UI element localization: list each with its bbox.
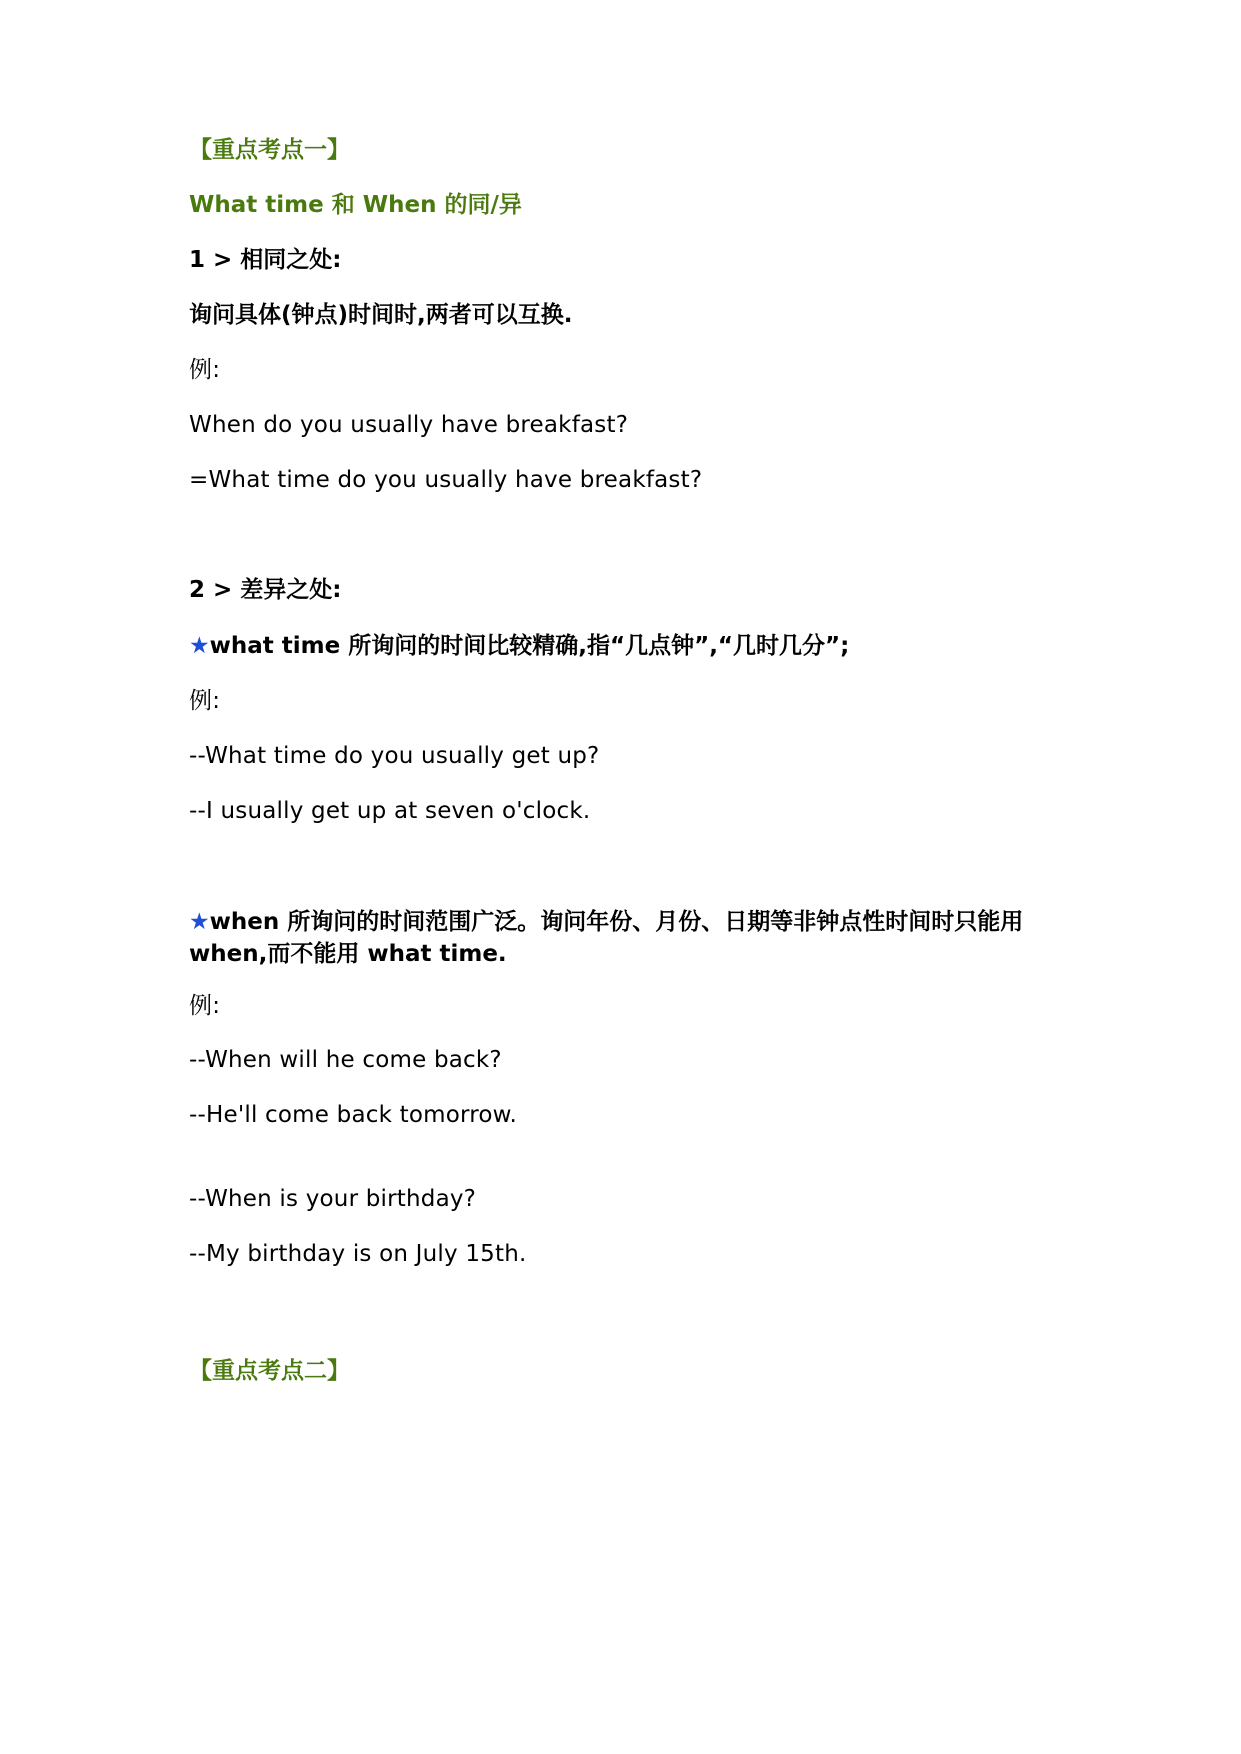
difference-point-2: [189, 906, 1049, 970]
example-label: 例:: [189, 357, 221, 383]
example-sentence: --He'll come back tomorrow.: [189, 1102, 518, 1128]
example-sentence: --When is your birthday?: [189, 1186, 477, 1212]
section-heading-2: 【重点考点二】: [189, 1358, 350, 1384]
difference-point-1-text: what time 所询问的时间比较精确,指“几点钟”,“几时几分”;: [209, 633, 850, 659]
example-sentence: --When will he come back?: [189, 1047, 502, 1073]
difference-point-2-text: when 所询问的时间范围广泛。询问年份、月份、日期等非钟点性时间时只能用 when,而不能用 what time.: [189, 909, 1024, 967]
part2-title: 2 > 差异之处:: [189, 577, 342, 603]
example-sentence: =What time do you usually have breakfast?: [189, 467, 703, 493]
section-heading-1: 【重点考点一】: [189, 137, 350, 163]
example-sentence: --My birthday is on July 15th.: [189, 1241, 527, 1267]
part1-statement: 询问具体(钟点)时间时,两者可以互换.: [189, 302, 573, 328]
example-sentence: When do you usually have breakfast?: [189, 412, 629, 438]
star-icon: ★: [189, 633, 210, 659]
part1-title: 1 > 相同之处:: [189, 247, 342, 273]
example-sentence: --What time do you usually get up?: [189, 743, 600, 769]
example-sentence: --I usually get up at seven o'clock.: [189, 798, 591, 824]
example-label: 例:: [189, 688, 221, 714]
difference-point-1: [189, 630, 1069, 662]
star-icon: ★: [189, 909, 210, 935]
example-label: 例:: [189, 993, 221, 1019]
section-subheading: What time 和 When 的同/异: [189, 192, 522, 218]
